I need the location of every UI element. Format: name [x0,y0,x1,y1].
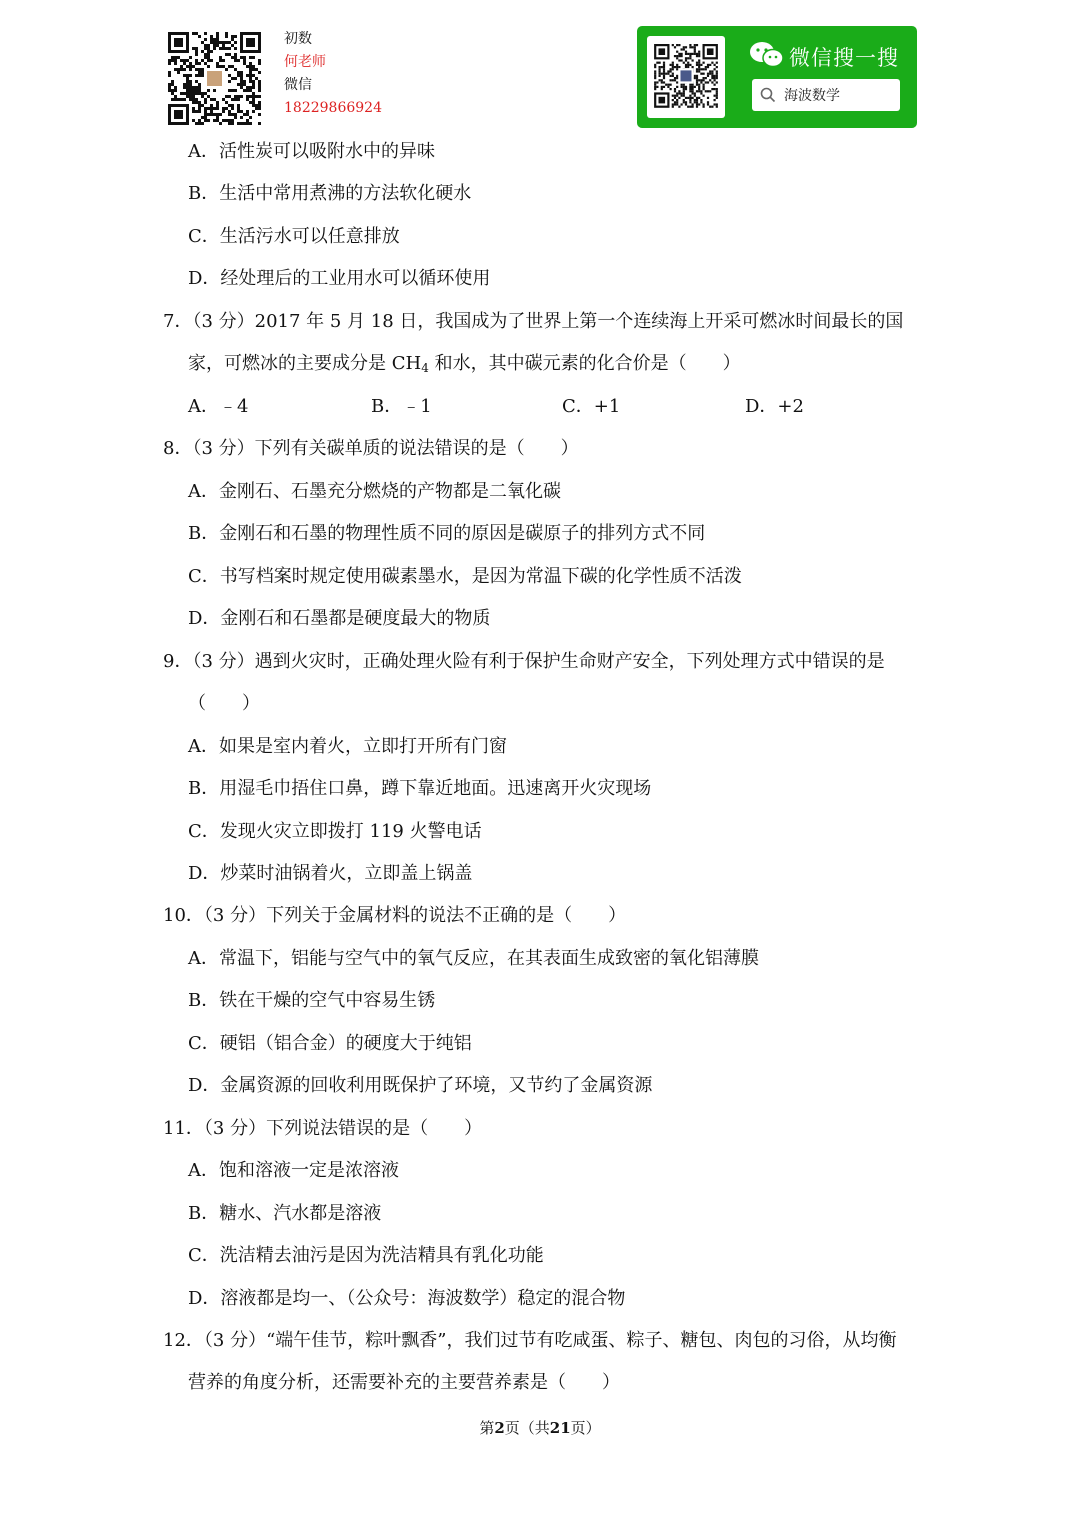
q7-text-post: 和水，其中碳元素的化合价是（ ） [428,353,741,374]
qr-code-image [168,32,261,125]
q7-option-b: B．﹣1 [371,396,432,417]
contact-phone: 18229866924 [284,100,382,116]
q9-stem: 9．（3 分）遇到火灾时，正确处理火险有利于保护生命财产安全，下列处理方式中错误的是 [163,651,885,672]
contact-wechat-label: 微信 [284,77,312,93]
page-footer [0,1417,1080,1438]
q10-option-a: A．常温下，铝能与空气中的氧气反应，在其表面生成致密的氧化铝薄膜 [188,948,759,969]
q6-option-b: B．生活中常用煮沸的方法软化硬水 [188,183,472,204]
contact-subject: 初数 [284,31,312,47]
teacher-contact [284,28,382,120]
q9-option-d: D．炒菜时油锅着火，立即盖上锅盖 [188,863,473,884]
q8-stem: 8．（3 分）下列有关碳单质的说法错误的是（ ） [163,438,579,459]
q10-option-b: B．铁在干燥的空气中容易生锈 [188,990,436,1011]
q7-stem: 7．（3 分）2017 年 5 月 18 日，我国成为了世界上第一个连续海上开采可燃冰时间最长的国 [163,311,904,332]
q8-option-d: D．金刚石和石墨都是硬度最大的物质 [188,608,491,629]
footer-page-number: 2 [494,1419,505,1437]
banner-qr-code [647,36,725,118]
q7-option-a: A．﹣4 [188,396,249,417]
wechat-search-banner[interactable] [637,26,917,128]
q8-option-b: B．金刚石和石墨的物理性质不同的原因是碳原子的排列方式不同 [188,523,706,544]
q10-option-c: C．硬铝（铝合金）的硬度大于纯铝 [188,1033,472,1054]
q11-option-d: D．溶液都是均一、（公众号：海波数学）稳定的混合物 [188,1288,626,1309]
footer-mid: 页（共 [504,1419,550,1437]
q11-stem: 11．（3 分）下列说法错误的是（ ） [163,1118,483,1139]
banner-search-box[interactable] [752,79,900,111]
q10-stem: 10．（3 分）下列关于金属材料的说法不正确的是（ ） [163,905,627,926]
banner-title: 微信搜一搜 [789,46,899,70]
q11-option-a: A．饱和溶液一定是浓溶液 [188,1160,399,1181]
q6-option-a: A．活性炭可以吸附水中的异味 [188,141,435,162]
q7-text-pre: 家，可燃冰的主要成分是 CH [188,353,422,374]
footer-total-pages: 21 [549,1419,571,1437]
q7-stem-cont [188,352,741,380]
q7-option-d: D．+2 [745,396,804,417]
q6-option-c: C．生活污水可以任意排放 [188,226,400,247]
q11-option-b: B．糖水、汽水都是溶液 [188,1203,382,1224]
q9-stem-cont: （ ） [188,693,260,714]
q8-option-a: A．金刚石、石墨充分燃烧的产物都是二氧化碳 [188,481,561,502]
q11-option-c: C．洗洁精去油污是因为洗洁精具有乳化功能 [188,1245,544,1266]
q9-option-a: A．如果是室内着火，立即打开所有门窗 [188,736,507,757]
wechat-logo-icon [749,40,785,70]
contact-name: 何老师 [284,54,326,70]
footer-pre: 第 [479,1419,495,1437]
q7-option-c: C．+1 [562,396,621,417]
q9-option-c: C．发现火灾立即拨打 119 火警电话 [188,821,482,842]
q8-option-c: C．书写档案时规定使用碳素墨水，是因为常温下碳的化学性质不活泼 [188,566,742,587]
search-icon [760,87,776,103]
q9-option-b: B．用湿毛巾捂住口鼻，蹲下靠近地面。迅速离开火灾现场 [188,778,652,799]
footer-post: 页） [570,1419,601,1437]
q6-option-d: D．经处理后的工业用水可以循环使用 [188,268,491,289]
q7-subscript: 4 [421,361,429,375]
q10-option-d: D．金属资源的回收利用既保护了环境，又节约了金属资源 [188,1075,653,1096]
search-text: 海波数学 [784,88,840,104]
q12-stem-cont: 营养的角度分析，还需要补充的主要营养素是（ ） [188,1372,620,1393]
q12-stem: 12．（3 分）“端午佳节，粽叶飘香”，我们过节有吃咸蛋、粽子、糖包、肉包的习俗，从均衡 [163,1330,897,1351]
